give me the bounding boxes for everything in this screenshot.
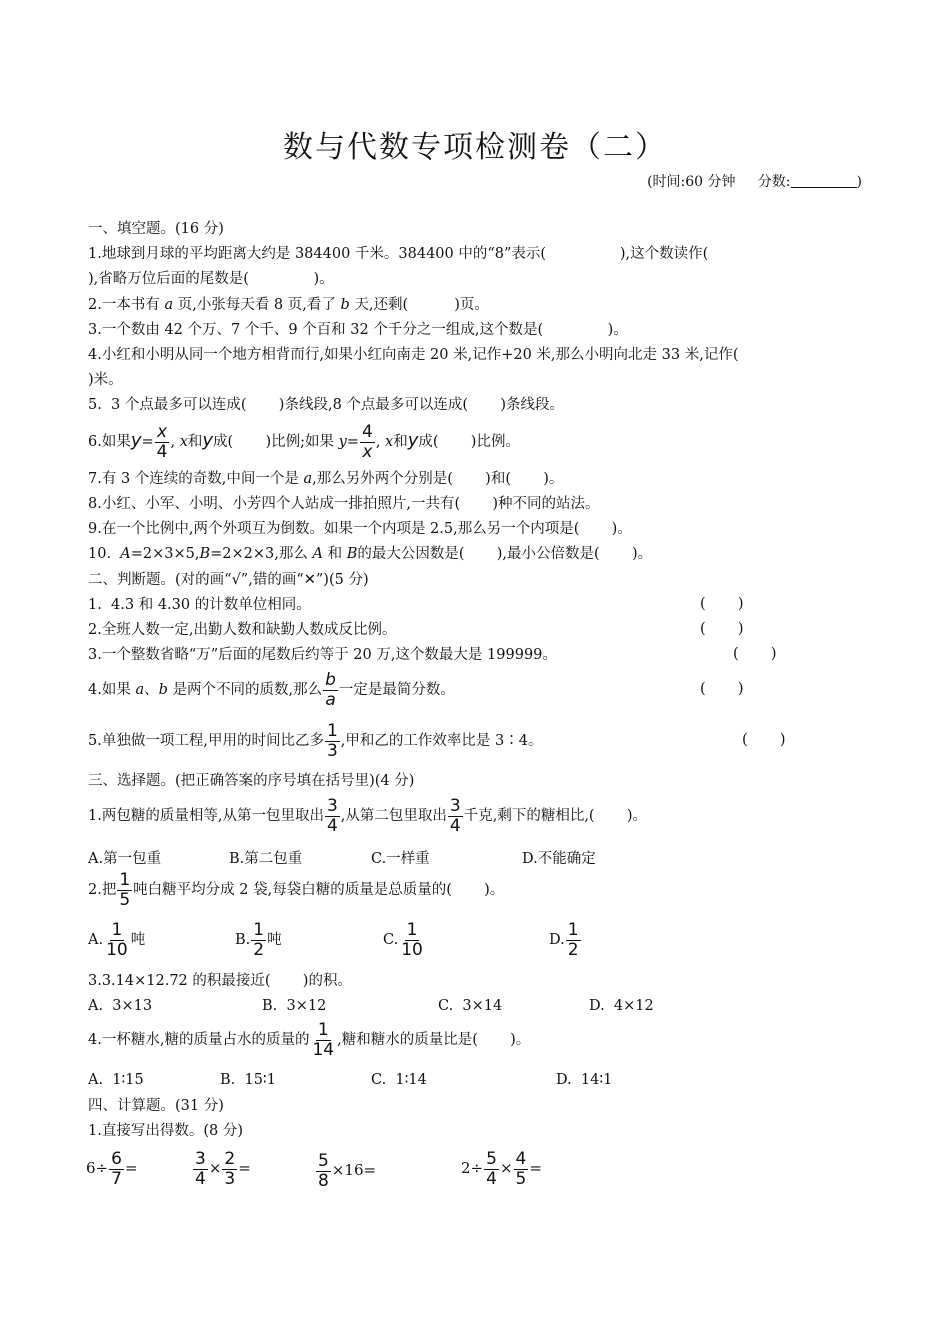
s1-q5: 5. 3 个点最多可以连成( )条线段,8 个点最多可以连成( )条线段。: [88, 397, 564, 413]
s3-q4-option-b[interactable]: B. 15∶1: [220, 1072, 276, 1088]
fraction-x-over-4: $\frac{x}{4}$: [156, 421, 168, 462]
s2-q1-answer[interactable]: ( ): [700, 596, 744, 612]
calc-expr-4: 2÷ $\frac{5}{4}$ × $\frac{4}{5}$ =: [461, 1148, 542, 1189]
s3-q1-option-a[interactable]: A.第一包重: [88, 851, 162, 867]
s3-q2-option-b[interactable]: B. $\frac{1}{2}$ 吨: [235, 919, 282, 960]
s3-q3-option-d[interactable]: D. 4×12: [589, 998, 654, 1014]
calc-expr-3: $\frac{5}{8}$ ×16=: [318, 1150, 377, 1191]
time-label: (时间:60 分钟: [647, 174, 736, 190]
score-blank[interactable]: [791, 173, 857, 188]
s1-q1-line1: 1.地球到月球的平均距离大约是 384400 千米。384400 中的“8”表示( ),这个数读作(: [88, 246, 709, 262]
section2-heading: 二、判断题。(对的画“√”,错的画“✕”)(5 分): [88, 572, 369, 588]
s3-q1-option-c[interactable]: C.一样重: [371, 851, 430, 867]
s3-q2: 2.把 $\frac{1}{5}$ 吨白糖平均分成 2 袋,每袋白糖的质量是总质量的( )。: [88, 869, 505, 910]
fraction-4-over-x: $\frac{4}{x}$: [361, 421, 373, 462]
s1-q8: 8.小红、小军、小明、小芳四个人站成一排拍照片,一共有( )种不同的站法。: [88, 496, 600, 512]
s1-q7: 7.有 3 个连续的奇数,中间一个是 a,那么另外两个分别是( )和( )。: [88, 471, 564, 487]
s3-q4-option-a[interactable]: A. 1∶15: [88, 1072, 144, 1088]
s3-q2-option-a[interactable]: A. $\frac{1}{10}$ 吨: [88, 919, 146, 960]
s2-q1: 1. 4.3 和 4.30 的计数单位相同。: [88, 597, 311, 613]
s1-q3: 3.一个数由 42 个万、7 个千、9 个百和 32 个千分之一组成,这个数是( )。: [88, 322, 628, 338]
s1-q10: 10. A=2×3×5,B=2×2×3,那么 A 和 B的最大公因数是( ),最小公倍数是( )。: [88, 546, 653, 562]
calc-expr-1: 6÷ $\frac{6}{7}$ =: [86, 1148, 138, 1189]
s3-q4: 4.一杯糖水,糖的质量占水的质量的 $\frac{1}{14}$ ,糖和糖水的质量比是( )。: [88, 1019, 531, 1060]
s2-q3: 3.一个整数省略“万”后面的尾数后约等于 20 万,这个数最大是 199999。: [88, 647, 557, 663]
s2-q2-answer[interactable]: ( ): [700, 621, 744, 637]
s1-q6: 6.如果y= $\frac{x}{4}$ , x和y成( )比例;如果 y= $\frac{4}{x}$ , x和y成( )比例。: [88, 421, 520, 462]
calc-expr-2: $\frac{3}{4}$ × $\frac{2}{3}$ =: [195, 1148, 251, 1189]
s3-q4-option-d[interactable]: D. 14∶1: [556, 1072, 613, 1088]
section1-heading: 一、填空题。(16 分): [88, 221, 224, 237]
fraction-3-over-4: $\frac{3}{4}$: [326, 795, 338, 836]
section3-heading: 三、选择题。(把正确答案的序号填在括号里)(4 分): [88, 773, 415, 789]
s3-q3: 3.3.14×12.72 的积最接近( )的积。: [88, 973, 352, 989]
s3-q1-option-b[interactable]: B.第二包重: [229, 851, 303, 867]
fraction-3-over-4-kg: $\frac{3}{4}$: [449, 795, 461, 836]
s2-q2: 2.全班人数一定,出勤人数和缺勤人数成反比例。: [88, 622, 397, 638]
time-score-line: [647, 171, 862, 191]
s1-q9: 9.在一个比例中,两个外项互为倒数。如果一个内项是 2.5,那么另一个内项是( )。: [88, 521, 632, 537]
s3-q4-option-c[interactable]: C. 1∶14: [371, 1072, 427, 1088]
s3-q3-option-c[interactable]: C. 3×14: [438, 998, 503, 1014]
fraction-1-over-5: $\frac{1}{5}$: [119, 869, 131, 910]
fraction-b-over-a: $\frac{b}{a}$: [325, 669, 336, 710]
fraction-1-over-14: $\frac{1}{14}$: [312, 1019, 335, 1060]
section4-heading: 四、计算题。(31 分): [88, 1098, 224, 1114]
s1-q4-line1: 4.小红和小明从同一个地方相背而行,如果小红向南走 20 米,记作+20 米,那么小明向北走 33 米,记作(: [88, 347, 739, 363]
fraction-1-over-3: $\frac{1}{3}$: [326, 720, 338, 761]
s2-q4-answer[interactable]: ( ): [700, 681, 744, 697]
s2-q4: 4.如果 a、b 是两个不同的质数,那么 $\frac{b}{a}$ 一定是最简分数。: [88, 669, 455, 710]
meta-close: ): [856, 174, 862, 190]
s3-q1-option-d[interactable]: D.不能确定: [522, 851, 596, 867]
s2-q3-answer[interactable]: ( ): [733, 646, 777, 662]
s3-q2-option-c[interactable]: C. $\frac{1}{10}$: [383, 919, 423, 960]
s2-q5-answer[interactable]: ( ): [742, 732, 786, 748]
s4-sub1: 1.直接写出得数。(8 分): [88, 1123, 243, 1139]
s2-q5: 5.单独做一项工程,甲用的时间比乙多 $\frac{1}{3}$ ,甲和乙的工作效率比是 3∶4。: [88, 720, 543, 761]
s3-q1: 1.两包糖的质量相等,从第一包里取出 $\frac{3}{4}$ ,从第二包里取出 $\frac{3}{4}$ 千克,剩下的糖相比,( )。: [88, 795, 648, 836]
s3-q3-option-b[interactable]: B. 3×12: [262, 998, 327, 1014]
s3-q3-option-a[interactable]: A. 3×13: [88, 998, 153, 1014]
score-label: 分数:: [757, 174, 791, 190]
s1-q1-line2: ),省略万位后面的尾数是( )。: [88, 271, 334, 287]
s1-q2: 2.一本书有 a 页,小张每天看 8 页,看了 b 天,还剩( )页。: [88, 297, 489, 313]
s3-q2-option-d[interactable]: D. $\frac{1}{2}$: [549, 919, 579, 960]
s1-q4-line2: )米。: [88, 372, 123, 388]
page-title: 数与代数专项检测卷（二）: [283, 130, 667, 165]
